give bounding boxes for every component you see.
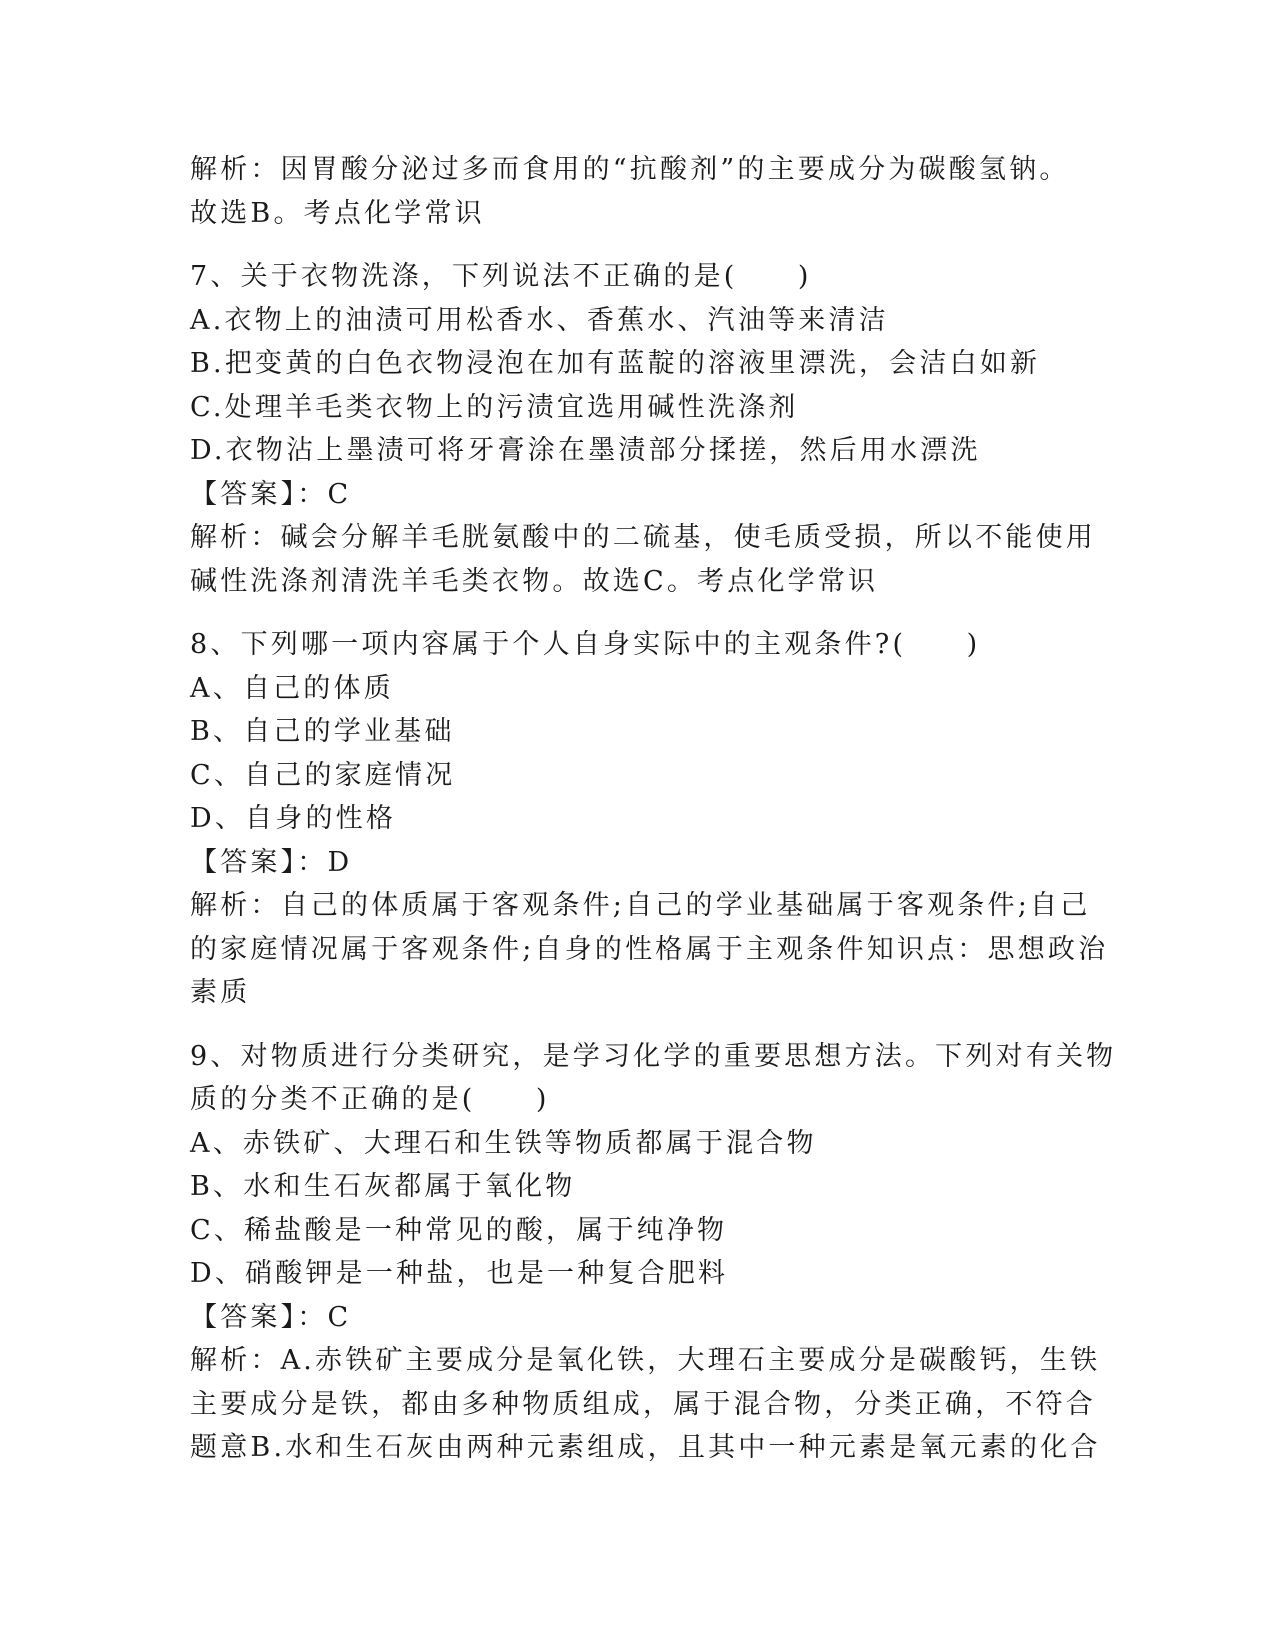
explanation-line: 题意B.水和生石灰由两种元素组成，且其中一种元素是氧元素的化合 xyxy=(190,1432,1101,1463)
question-stem: 质的分类不正确的是( ) xyxy=(190,1084,550,1115)
question-9 xyxy=(190,1035,1117,1470)
option-c: C、自己的家庭情况 xyxy=(190,759,456,791)
block-gap xyxy=(190,235,1090,255)
question-8 xyxy=(190,623,1109,1015)
question-7 xyxy=(190,255,1096,603)
option-c: C、稀盐酸是一种常见的酸，属于纯净物 xyxy=(190,1214,728,1246)
explanation-line: 素质 xyxy=(190,977,251,1008)
explanation-line: 的家庭情况属于客观条件;自身的性格属于主观条件知识点：思想政治 xyxy=(190,933,1109,965)
option-b: B、自己的学业基础 xyxy=(190,716,455,747)
block-gap xyxy=(190,603,1090,623)
answer: 【答案】：C xyxy=(190,478,352,510)
document-page xyxy=(190,148,1117,1470)
explanation-line: 解析：因胃酸分泌过多而食用的“抗酸剂”的主要成分为碳酸氢钠。 xyxy=(190,154,1070,185)
question-6-explanation xyxy=(190,148,1090,235)
option-a: A、赤铁矿、大理石和生铁等物质都属于混合物 xyxy=(190,1127,817,1159)
answer: 【答案】：C xyxy=(190,1301,352,1333)
explanation-line: 解析：自己的体质属于客观条件;自己的学业基础属于客观条件;自己 xyxy=(190,890,1091,921)
option-d: D、硝酸钾是一种盐，也是一种复合肥料 xyxy=(190,1258,729,1289)
question-stem: 9、对物质进行分类研究，是学习化学的重要思想方法。下列对有关物 xyxy=(190,1040,1117,1072)
explanation-line: 解析：A.赤铁矿主要成分是氧化铁，大理石主要成分是碳酸钙，生铁 xyxy=(190,1345,1101,1376)
question-stem: 7、关于衣物洗涤，下列说法不正确的是( ) xyxy=(190,261,812,292)
option-a: A、自己的体质 xyxy=(190,672,394,704)
option-c: C.处理羊毛类衣物上的污渍宜选用碱性洗涤剂 xyxy=(190,391,799,423)
explanation-line: 碱性洗涤剂清洗羊毛类衣物。故选C。考点化学常识 xyxy=(190,565,879,597)
option-d: D.衣物沾上墨渍可将牙膏涂在墨渍部分揉搓，然后用水漂洗 xyxy=(190,435,981,466)
option-b: B、水和生石灰都属于氧化物 xyxy=(190,1171,576,1202)
option-d: D、自身的性格 xyxy=(190,803,397,834)
explanation-line: 解析：碱会分解羊毛胱氨酸中的二硫基，使毛质受损，所以不能使用 xyxy=(190,522,1096,553)
block-gap xyxy=(190,1015,1090,1035)
explanation-line: 主要成分是铁，都由多种物质组成，属于混合物，分类正确，不符合 xyxy=(190,1388,1096,1420)
option-b: B.把变黄的白色衣物浸泡在加有蓝靛的溶液里漂洗，会洁白如新 xyxy=(190,348,1041,379)
explanation-line: 故选B。考点化学常识 xyxy=(190,197,485,229)
option-a: A.衣物上的油渍可用松香水、香蕉水、汽油等来清洁 xyxy=(190,304,889,336)
question-stem: 8、下列哪一项内容属于个人自身实际中的主观条件?( ) xyxy=(190,629,981,660)
answer: 【答案】：D xyxy=(190,846,353,878)
